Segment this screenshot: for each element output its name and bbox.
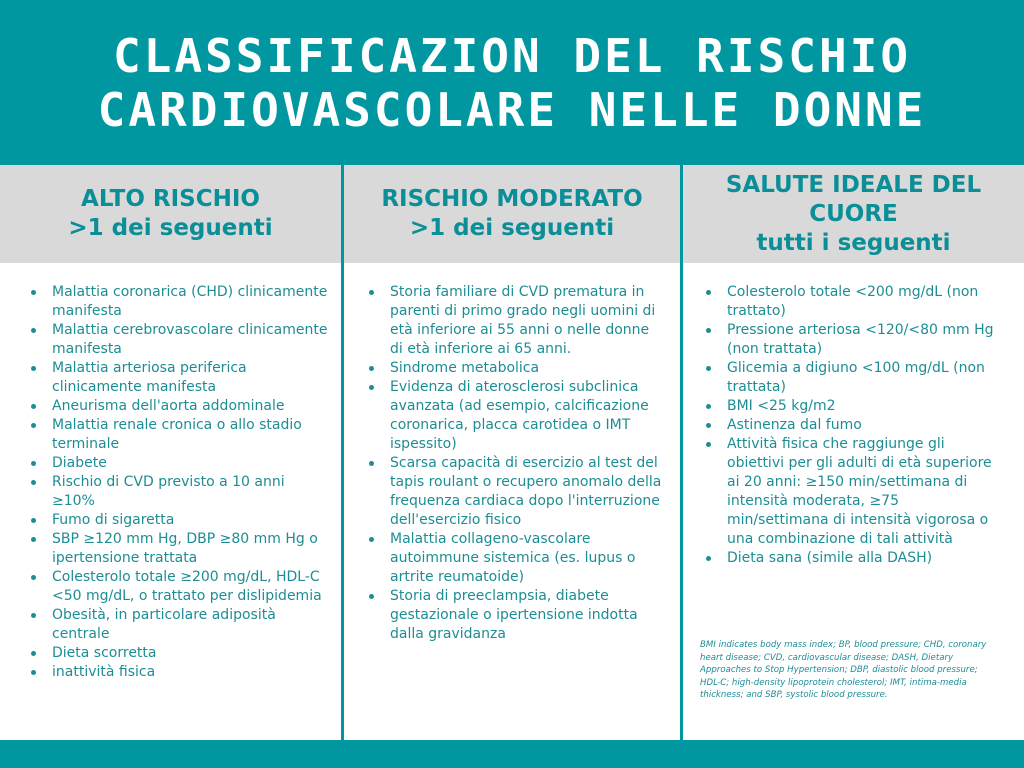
column-header-ideal-health <box>683 165 1024 263</box>
column-subheading: >1 dei seguenti <box>409 215 615 241</box>
moderate-risk-list <box>366 283 666 644</box>
list-item: Malattia arteriosa periferica clinicamente manifesta <box>28 359 328 397</box>
list-item: Fumo di sigaretta <box>28 511 328 530</box>
title-line-2: CARDIOVASCOLARE NELLE DONNE <box>97 82 927 137</box>
list-item: SBP ≥120 mm Hg, DBP ≥80 mm Hg o ipertensione trattata <box>28 530 328 568</box>
column-heading-cont: CUORE <box>809 200 898 227</box>
list-item: BMI <25 kg/m2 <box>703 397 1003 416</box>
high-risk-list <box>28 283 328 682</box>
list-item: Pressione arteriosa <120/<80 mm Hg (non trattata) <box>703 321 1003 359</box>
column-heading: SALUTE IDEALE DEL <box>725 171 982 198</box>
bottom-band <box>0 740 1024 768</box>
list-item: Attività fisica che raggiunge gli obiettivi per gli adulti di età superiore ai 20 anni: ≥150 min/settimana di intensità moderata, ≥75 min/settimana di intensità vigorosa o una combinazione di tali attività <box>703 435 1003 549</box>
abbreviations-footnote: BMI indicates body mass index; BP, blood pressure; CHD, coronary heart disease; CVD, cardiovascular disease; DASH, Dietary Approaches to Stop Hypertension; DBP, diastolic blood pressure; HDL-C; high-density lipoprotein cholesterol; IMT, intima-media thickness; and SBP, systolic blood pressure. <box>700 640 987 700</box>
list-item: Sindrome metabolica <box>366 359 666 378</box>
title-banner <box>0 0 1024 165</box>
list-item: Malattia coronarica (CHD) clinicamente manifesta <box>28 283 328 321</box>
column-subheading: >1 dei seguenti <box>68 215 273 241</box>
list-item: Astinenza dal fumo <box>703 416 1003 435</box>
list-item: Evidenza di aterosclerosi subclinica avanzata (ad esempio, calcificazione coronarica, placca carotidea o IMT ispessito) <box>366 378 666 454</box>
list-item: Aneurisma dell'aorta addominale <box>28 397 328 416</box>
column-heading: RISCHIO MODERATO <box>381 186 643 212</box>
column-header-high-risk <box>0 165 341 263</box>
column-divider <box>341 165 344 740</box>
list-item: inattività fisica <box>28 663 328 682</box>
list-item: Glicemia a digiuno <100 mg/dL (non trattata) <box>703 359 1003 397</box>
column-divider <box>680 165 683 740</box>
ideal-health-list <box>703 283 1003 568</box>
list-item: Malattia collageno-vascolare autoimmune sistemica (es. lupus o artrite reumatoide) <box>366 530 666 587</box>
list-item: Colesterolo totale <200 mg/dL (non trattato) <box>703 283 1003 321</box>
list-item: Dieta scorretta <box>28 644 328 663</box>
list-item: Obesità, in particolare adiposità centrale <box>28 606 328 644</box>
title-line-1: CLASSIFICAZION DEL RISCHIO <box>112 28 912 83</box>
column-subheading: tutti i seguenti <box>756 229 951 256</box>
list-item: Rischio di CVD previsto a 10 anni ≥10% <box>28 473 328 511</box>
list-item: Colesterolo totale ≥200 mg/dL, HDL-C <50 mg/dL, o trattato per dislipidemia <box>28 568 328 606</box>
column-body-moderate-risk <box>344 263 680 740</box>
column-heading: ALTO RISCHIO <box>81 186 260 212</box>
list-item: Diabete <box>28 454 328 473</box>
column-body-high-risk <box>0 263 341 740</box>
list-item: Scarsa capacità di esercizio al test del tapis roulant o recupero anomalo della frequenza cardiaca dopo l'interruzione dell'esercizio fisico <box>366 454 666 530</box>
risk-table <box>0 165 1024 740</box>
list-item: Malattia cerebrovascolare clinicamente manifesta <box>28 321 328 359</box>
list-item: Storia familiare di CVD prematura in parenti di primo grado negli uomini di età inferiore ai 55 anni o nelle donne di età inferiore ai 65 anni. <box>366 283 666 359</box>
list-item: Dieta sana (simile alla DASH) <box>703 549 1003 568</box>
list-item: Storia di preeclampsia, diabete gestazionale o ipertensione indotta dalla gravidanza <box>366 587 666 644</box>
column-header-moderate-risk <box>344 165 680 263</box>
list-item: Malattia renale cronica o allo stadio terminale <box>28 416 328 454</box>
